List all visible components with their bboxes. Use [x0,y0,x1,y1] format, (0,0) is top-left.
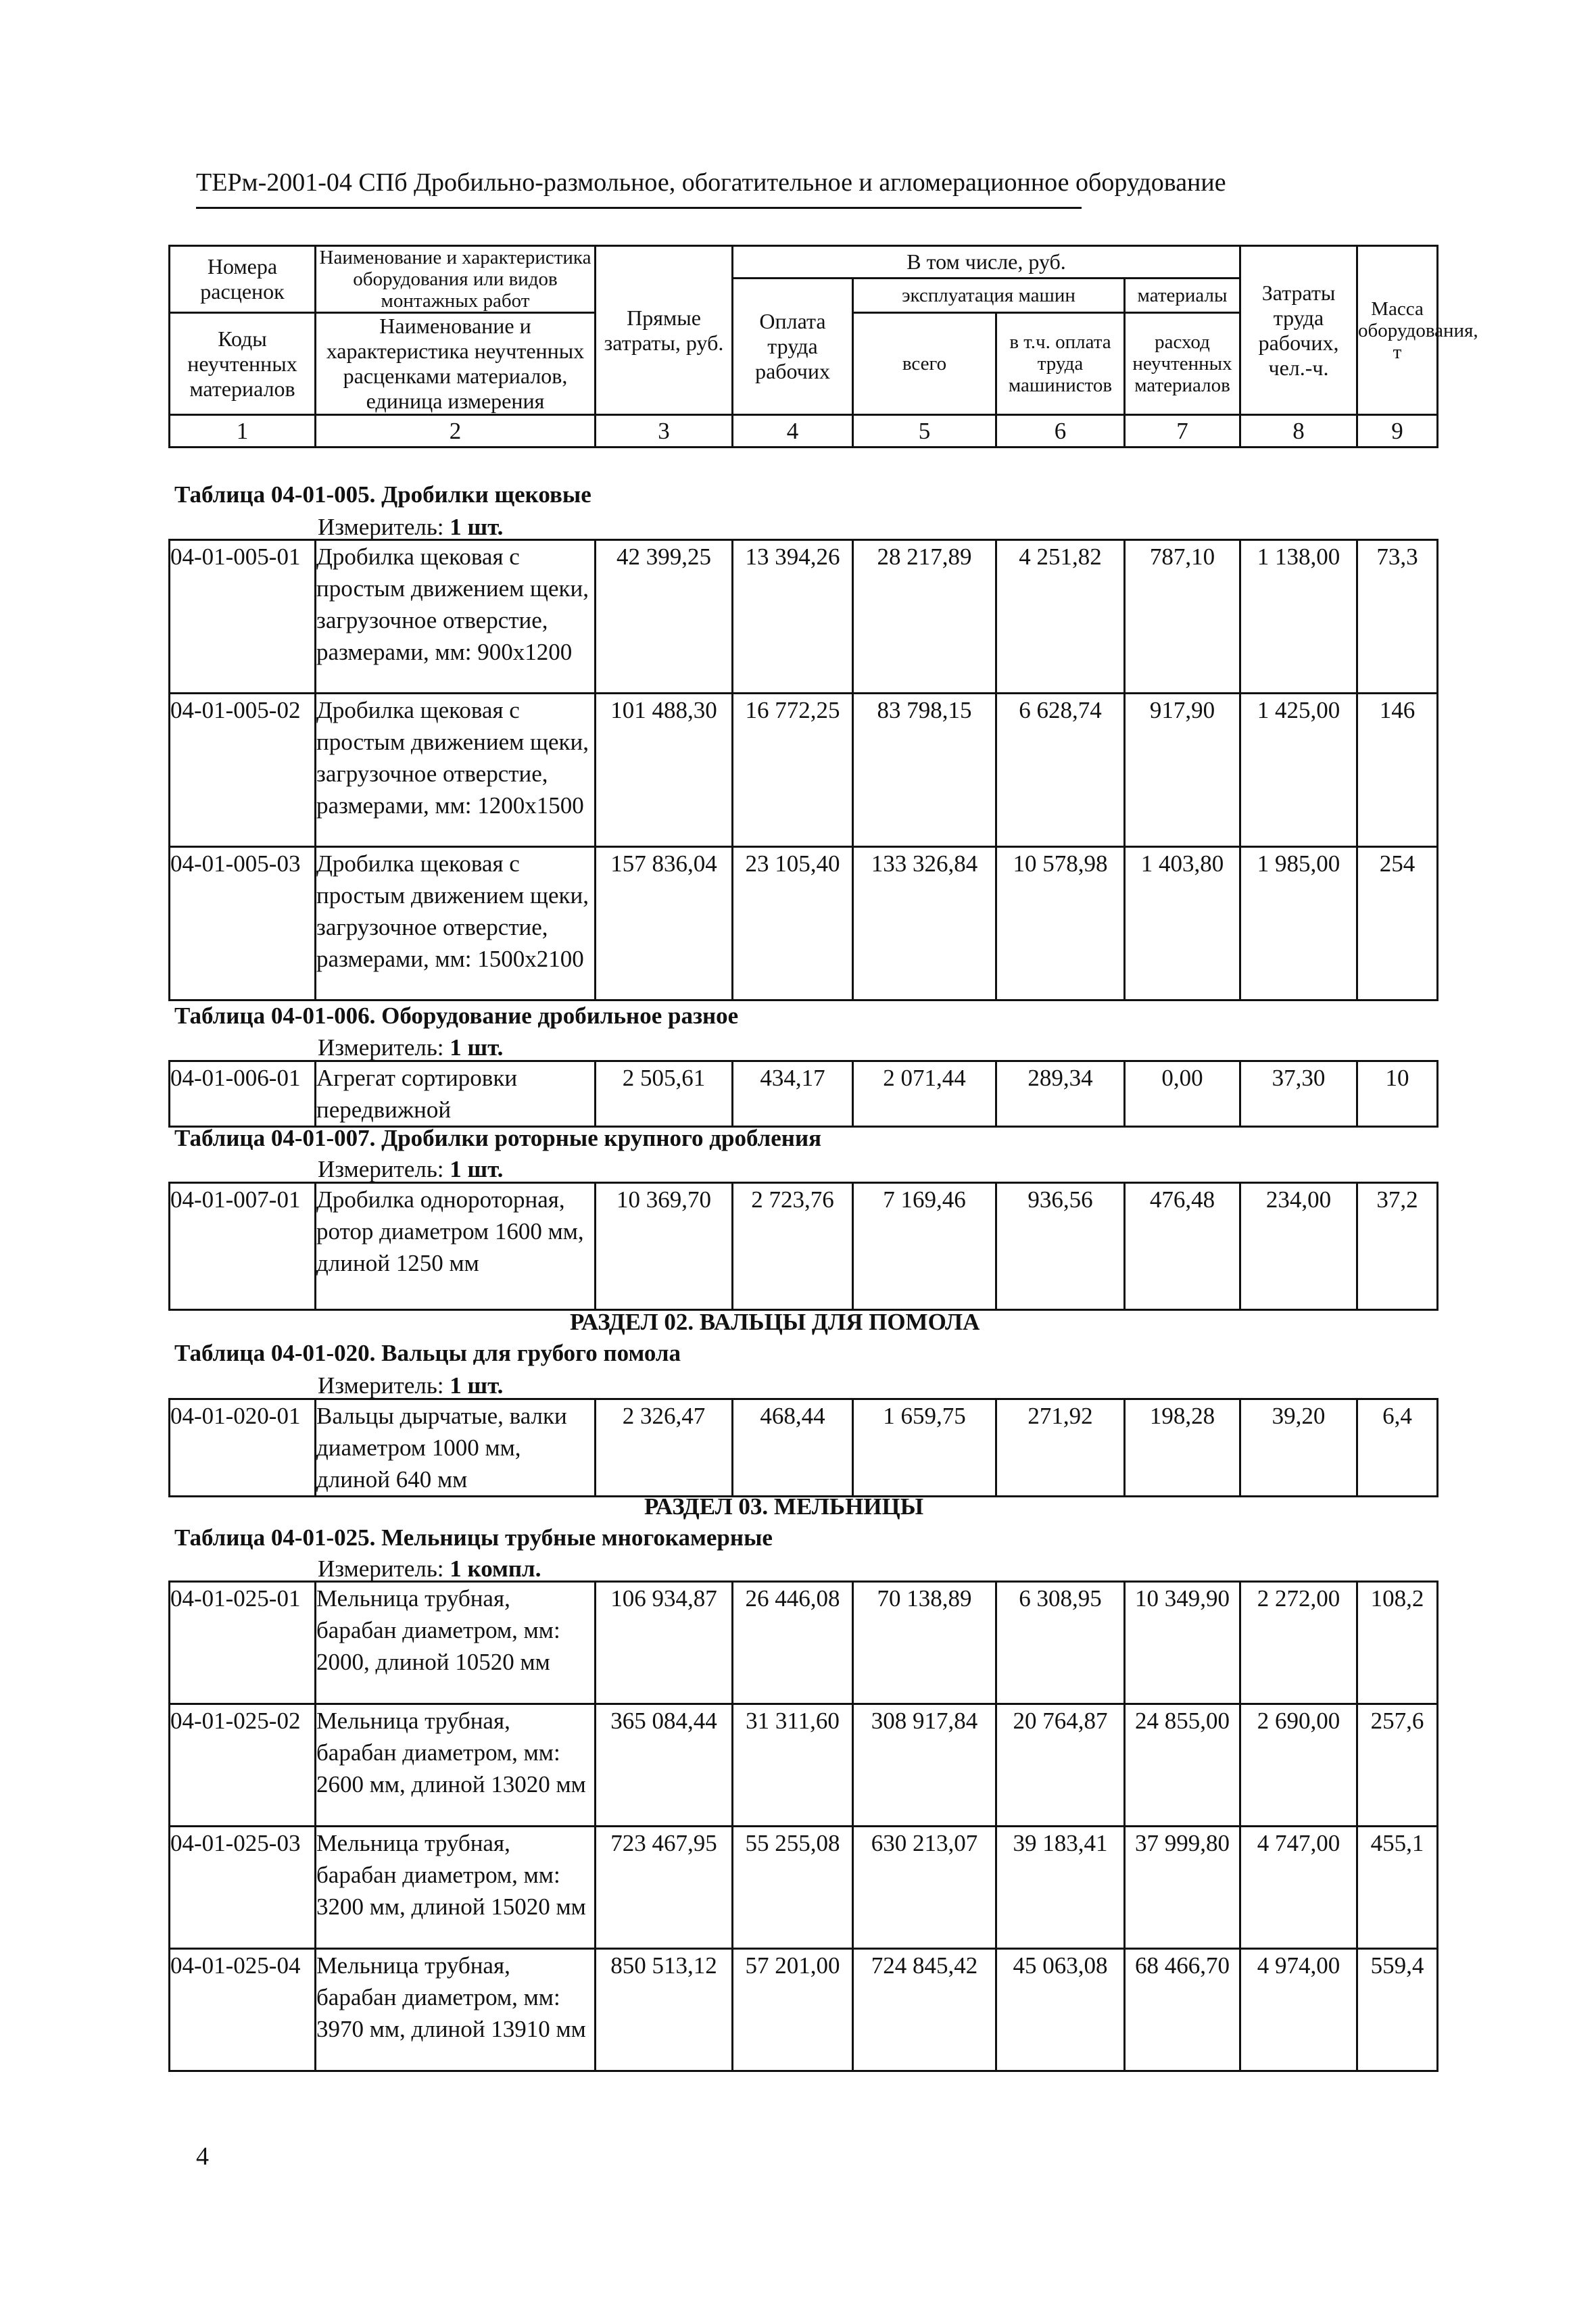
unit-label-text: Измеритель: [318,1034,444,1061]
machine-total: 2 071,44 [853,1061,996,1127]
materials: 787,10 [1125,540,1240,694]
col-number-4: 4 [733,415,853,448]
machine-total: 70 138,89 [853,1582,996,1704]
direct-costs: 365 084,44 [596,1704,733,1827]
machine-total: 308 917,84 [853,1704,996,1827]
equipment-name: Дробилка однороторная, ротор диаметром 1600 мм, длиной 1250 мм [316,1183,596,1310]
col-header-direct-costs: Прямые затраты, руб. [596,246,733,415]
labor-hours: 1 985,00 [1240,847,1357,1000]
equipment-name: Мельница трубная, барабан диаметром, мм: 3970 мм, длиной 13910 мм [316,1949,596,2071]
direct-costs: 2 326,47 [596,1399,733,1497]
worker-pay: 434,17 [733,1061,853,1127]
section-heading: РАЗДЕЛ 03. МЕЛЬНИЦЫ [644,1493,924,1520]
unit-value: 1 шт. [450,514,504,540]
machine-total: 630 213,07 [853,1827,996,1949]
table-title: Таблица 04-01-005. Дробилки щековые [174,481,591,508]
rate-code: 04-01-007-01 [170,1183,316,1310]
equipment-name: Мельница трубная, барабан диаметром, мм: 2000, длиной 10520 мм [316,1582,596,1704]
col-header-machinist-pay: в т.ч. оплата труда машинистов [996,313,1125,415]
unit-label-text: Измеритель: [318,1156,444,1182]
worker-pay: 23 105,40 [733,847,853,1000]
col-header-materials-code: Коды неучтенных материалов [170,313,316,415]
machine-total: 83 798,15 [853,694,996,847]
machinist-pay: 10 578,98 [996,847,1125,1000]
materials: 198,28 [1125,1399,1240,1497]
labor-hours: 39,20 [1240,1399,1357,1497]
col-header-material-name: Наименование и характеристика неучтенных расценками материалов, единица измерения [316,313,596,415]
page-number: 4 [196,2142,209,2171]
materials: 37 999,80 [1125,1827,1240,1949]
machinist-pay: 271,92 [996,1399,1125,1497]
rate-code: 04-01-025-04 [170,1949,316,2071]
equipment-name: Мельница трубная, барабан диаметром, мм: 3200 мм, длиной 15020 мм [316,1827,596,1949]
direct-costs: 42 399,25 [596,540,733,694]
rate-code: 04-01-025-02 [170,1704,316,1827]
col-header-worker-pay: Оплата труда рабочих [733,279,853,415]
equipment-name: Дробилка щековая с простым движением щеки, загрузочное отверстие, размерами, мм: 1200х1500 [316,694,596,847]
unit-label-text: Измеритель: [318,1372,444,1399]
col-number-6: 6 [996,415,1125,448]
data-table [168,539,1438,1001]
col-header-materials: материалы [1125,279,1240,313]
materials: 24 855,00 [1125,1704,1240,1827]
unit-value: 1 компл. [450,1555,541,1582]
rate-code: 04-01-006-01 [170,1061,316,1127]
data-table [168,1182,1438,1311]
unit-label-text: Измеритель: [318,1555,444,1582]
labor-hours: 1 425,00 [1240,694,1357,847]
table-title: Таблица 04-01-020. Вальцы для грубого помола [174,1340,681,1366]
col-number-9: 9 [1357,415,1438,448]
col-number-5: 5 [853,415,996,448]
rate-code: 04-01-005-02 [170,694,316,847]
rate-code: 04-01-025-03 [170,1827,316,1949]
col-header-mass: Масса оборудования, т [1357,246,1438,415]
rate-code: 04-01-020-01 [170,1399,316,1497]
equipment-mass: 257,6 [1357,1704,1438,1827]
machine-total: 7 169,46 [853,1183,996,1310]
equipment-mass: 73,3 [1357,540,1438,694]
col-header-machine-operation: эксплуатация машин [853,279,1125,313]
col-header-equipment-name: Наименование и характеристика оборудования или видов монтажных работ [316,246,596,313]
equipment-mass: 254 [1357,847,1438,1000]
col-number-3: 3 [596,415,733,448]
col-header-including: В том числе, руб. [733,246,1240,279]
labor-hours: 37,30 [1240,1061,1357,1127]
materials: 917,90 [1125,694,1240,847]
materials: 476,48 [1125,1183,1240,1310]
machinist-pay: 6 308,95 [996,1582,1125,1704]
equipment-name: Вальцы дырчатые, валки диаметром 1000 мм, длиной 640 мм [316,1399,596,1497]
labor-hours: 234,00 [1240,1183,1357,1310]
materials: 10 349,90 [1125,1582,1240,1704]
labor-hours: 4 747,00 [1240,1827,1357,1949]
equipment-mass: 37,2 [1357,1183,1438,1310]
equipment-name: Дробилка щековая с простым движением щеки, загрузочное отверстие, размерами, мм: 1500х2100 [316,847,596,1000]
table-title: Таблица 04-01-025. Мельницы трубные многокамерные [174,1524,773,1551]
col-header-labor-costs: Затраты труда рабочих, чел.-ч. [1240,246,1357,415]
equipment-mass: 10 [1357,1061,1438,1127]
unit-value: 1 шт. [450,1156,504,1182]
direct-costs: 101 488,30 [596,694,733,847]
direct-costs: 2 505,61 [596,1061,733,1127]
worker-pay: 16 772,25 [733,694,853,847]
machinist-pay: 20 764,87 [996,1704,1125,1827]
direct-costs: 10 369,70 [596,1183,733,1310]
worker-pay: 31 311,60 [733,1704,853,1827]
data-table [168,1581,1438,2072]
equipment-mass: 6,4 [1357,1399,1438,1497]
direct-costs: 106 934,87 [596,1582,733,1704]
materials: 68 466,70 [1125,1949,1240,2071]
header-rule [196,207,1082,209]
labor-hours: 4 974,00 [1240,1949,1357,2071]
col-number-7: 7 [1125,415,1240,448]
machine-total: 133 326,84 [853,847,996,1000]
equipment-name: Агрегат сортировки передвижной [316,1061,596,1127]
labor-hours: 2 690,00 [1240,1704,1357,1827]
equipment-mass: 108,2 [1357,1582,1438,1704]
data-table [168,1060,1438,1128]
labor-hours: 1 138,00 [1240,540,1357,694]
equipment-name: Дробилка щековая с простым движением щеки, загрузочное отверстие, размерами, мм: 900х1200 [316,540,596,694]
machinist-pay: 45 063,08 [996,1949,1125,2071]
table-title: Таблица 04-01-007. Дробилки роторные крупного дробления [174,1125,822,1151]
direct-costs: 850 513,12 [596,1949,733,2071]
equipment-mass: 146 [1357,694,1438,847]
unit-label [318,514,503,541]
column-header-table [168,245,1478,448]
section-heading: РАЗДЕЛ 02. ВАЛЬЦЫ ДЛЯ ПОМОЛА [570,1309,980,1335]
worker-pay: 55 255,08 [733,1827,853,1949]
materials: 1 403,80 [1125,847,1240,1000]
worker-pay: 2 723,76 [733,1183,853,1310]
machinist-pay: 39 183,41 [996,1827,1125,1949]
direct-costs: 157 836,04 [596,847,733,1000]
machinist-pay: 936,56 [996,1183,1125,1310]
machine-total: 28 217,89 [853,540,996,694]
unit-label [318,1156,503,1183]
rate-code: 04-01-005-01 [170,540,316,694]
machine-total: 1 659,75 [853,1399,996,1497]
equipment-mass: 455,1 [1357,1827,1438,1949]
col-header-material-consumption: расход неучтенных материалов [1125,313,1240,415]
col-number-2: 2 [316,415,596,448]
worker-pay: 57 201,00 [733,1949,853,2071]
unit-label [318,1555,541,1583]
unit-label [318,1372,503,1399]
unit-value: 1 шт. [450,1034,504,1061]
col-header-rate-number: Номера расценок [170,246,316,313]
unit-value: 1 шт. [450,1372,504,1399]
equipment-mass: 559,4 [1357,1949,1438,2071]
machine-total: 724 845,42 [853,1949,996,2071]
equipment-name: Мельница трубная, барабан диаметром, мм: 2600 мм, длиной 13020 мм [316,1704,596,1827]
machinist-pay: 4 251,82 [996,540,1125,694]
unit-label [318,1034,503,1061]
table-title: Таблица 04-01-006. Оборудование дробильное разное [174,1003,739,1029]
worker-pay: 26 446,08 [733,1582,853,1704]
rate-code: 04-01-005-03 [170,847,316,1000]
page-header-title: ТЕРм-2001-04 СПб Дробильно-размольное, обогатительное и агломерационное оборудование [196,168,1226,197]
machinist-pay: 6 628,74 [996,694,1125,847]
worker-pay: 13 394,26 [733,540,853,694]
labor-hours: 2 272,00 [1240,1582,1357,1704]
machinist-pay: 289,34 [996,1061,1125,1127]
col-number-8: 8 [1240,415,1357,448]
worker-pay: 468,44 [733,1399,853,1497]
col-header-machine-total: всего [853,313,996,415]
unit-label-text: Измеритель: [318,514,444,540]
col-number-1: 1 [170,415,316,448]
data-table [168,1398,1438,1497]
materials: 0,00 [1125,1061,1240,1127]
direct-costs: 723 467,95 [596,1827,733,1949]
rate-code: 04-01-025-01 [170,1582,316,1704]
